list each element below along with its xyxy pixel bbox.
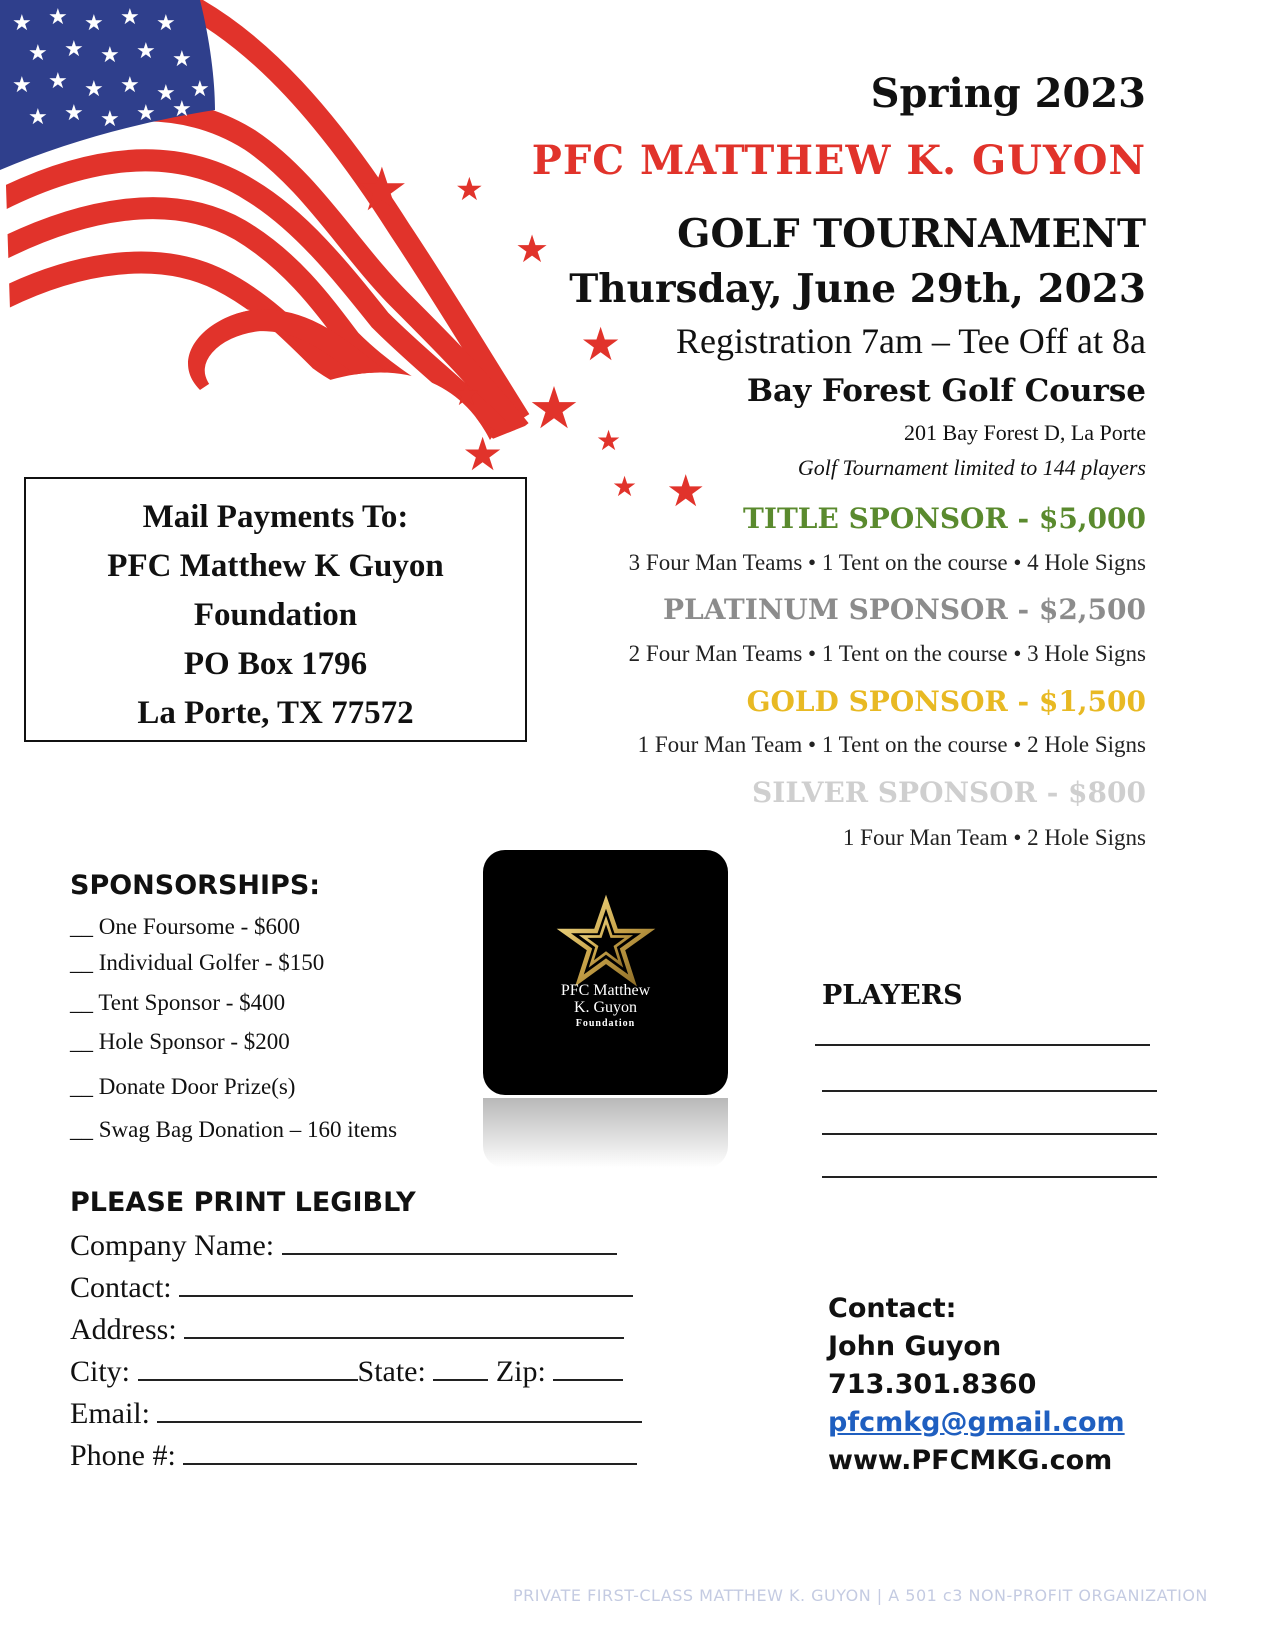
contact-heading: Contact:	[828, 1293, 957, 1324]
svg-text:★: ★	[452, 375, 481, 413]
tier-gold-sponsor: GOLD SPONSOR - $1,500	[746, 685, 1146, 718]
svg-text:★: ★	[120, 5, 140, 30]
logo-subtitle: Foundation	[575, 1018, 636, 1029]
contact-phone: 713.301.8360	[828, 1369, 1037, 1400]
svg-text:★: ★	[100, 43, 120, 68]
sponsorship-option[interactable]: __ Tent Sponsor - $400	[70, 990, 286, 1015]
player-line[interactable]	[815, 1044, 1150, 1046]
sponsorship-option[interactable]: __ Individual Golfer - $150	[70, 950, 325, 975]
logo-reflection	[483, 1098, 728, 1168]
svg-text:★: ★	[156, 11, 176, 36]
city-label: City:	[70, 1355, 131, 1388]
contact-email-link[interactable]: pfcmkg@gmail.com	[828, 1407, 1125, 1438]
company-name-input[interactable]	[282, 1227, 617, 1255]
season-heading: Spring 2023	[870, 70, 1146, 117]
svg-text:★: ★	[84, 77, 104, 102]
svg-text:★: ★	[455, 170, 484, 208]
course-name: Bay Forest Golf Course	[746, 373, 1146, 409]
sponsorship-option[interactable]: __ Donate Door Prize(s)	[70, 1074, 296, 1099]
phone-input[interactable]	[183, 1437, 637, 1465]
city-input[interactable]	[138, 1353, 358, 1381]
mail-payments-box	[24, 477, 527, 742]
tier-silver-desc: 1 Four Man Team • 2 Hole Signs	[842, 825, 1146, 850]
email-field	[70, 1395, 642, 1431]
tier-title-sponsor: TITLE SPONSOR - $5,000	[743, 502, 1146, 535]
registration-time: Registration 7am – Tee Off at 8a	[675, 321, 1146, 361]
sponsorship-option[interactable]: __ Swag Bag Donation – 160 items	[70, 1117, 398, 1142]
tier-silver-sponsor: SILVER SPONSOR - $800	[752, 776, 1146, 809]
contact-label: Contact:	[70, 1271, 172, 1304]
sponsorships-heading: SPONSORSHIPS:	[70, 870, 321, 901]
zip-input[interactable]	[553, 1353, 623, 1381]
players-heading: PLAYERS	[822, 980, 963, 1011]
phone-field	[70, 1437, 637, 1473]
svg-text:★: ★	[48, 69, 68, 94]
mail-org-line2: Foundation	[193, 597, 358, 633]
svg-text:★: ★	[64, 101, 84, 126]
address-label: Address:	[70, 1313, 177, 1346]
mail-city-zip: La Porte, TX 77572	[137, 695, 414, 731]
mail-heading: Mail Payments To:	[142, 499, 409, 535]
print-legibly-heading: PLEASE PRINT LEGIBLY	[70, 1187, 416, 1218]
american-flag-graphic	[0, 0, 706, 520]
svg-text:★: ★	[28, 105, 48, 130]
contact-website[interactable]: www.PFCMKG.com	[828, 1445, 1113, 1476]
logo-name	[483, 982, 728, 1016]
tier-gold-desc: 1 Four Man Team • 1 Tent on the course • 2 Hole Signs	[637, 732, 1146, 757]
star-icon	[560, 898, 652, 986]
svg-text:★: ★	[12, 11, 32, 36]
state-input[interactable]	[433, 1353, 488, 1381]
player-line[interactable]	[822, 1176, 1157, 1178]
sponsorship-option[interactable]: __ Hole Sponsor - $200	[70, 1029, 290, 1054]
svg-text:★: ★	[528, 374, 580, 442]
svg-text:★: ★	[172, 97, 192, 122]
logo-name-line2: K. Guyon	[573, 999, 638, 1016]
player-limit-note: Golf Tournament limited to 144 players	[797, 455, 1146, 480]
city-state-zip-field	[70, 1353, 623, 1389]
contact-name: John Guyon	[828, 1331, 1002, 1362]
company-name-label: Company Name:	[70, 1229, 275, 1262]
player-line[interactable]	[822, 1133, 1157, 1135]
sponsorship-option[interactable]: __ One Foursome - $600	[70, 914, 300, 939]
svg-text:★: ★	[462, 427, 504, 481]
course-address: 201 Bay Forest D, La Porte	[904, 420, 1146, 445]
contact-block	[828, 1290, 1125, 1480]
footer-tagline: PRIVATE FIRST-CLASS MATTHEW K. GUYON | A 501 c3 NON-PROFIT ORGANIZATION	[513, 1586, 1208, 1605]
svg-text:★: ★	[515, 227, 550, 271]
svg-text:★: ★	[12, 73, 32, 98]
svg-text:★: ★	[596, 424, 622, 457]
svg-text:★: ★	[136, 39, 156, 64]
svg-text:★: ★	[100, 107, 120, 132]
tier-title-desc: 3 Four Man Teams • 1 Tent on the course • 4 Hole Signs	[628, 550, 1146, 575]
svg-text:★: ★	[666, 466, 706, 517]
zip-label: Zip:	[495, 1355, 546, 1388]
player-line[interactable]	[822, 1090, 1157, 1092]
company-name-field	[70, 1227, 617, 1263]
svg-text:★: ★	[156, 81, 176, 106]
event-date: Thursday, June 29th, 2023	[569, 266, 1146, 312]
tier-platinum-sponsor: PLATINUM SPONSOR - $2,500	[662, 593, 1146, 626]
address-field	[70, 1311, 624, 1347]
event-title: GOLF TOURNAMENT	[677, 211, 1146, 257]
svg-text:★: ★	[120, 73, 140, 98]
svg-text:★: ★	[172, 47, 192, 72]
state-label: State:	[357, 1355, 426, 1388]
tier-platinum-desc: 2 Four Man Teams • 1 Tent on the course • 3 Hole Signs	[628, 641, 1146, 666]
contact-field	[70, 1269, 633, 1305]
svg-text:★: ★	[28, 41, 48, 66]
email-input[interactable]	[157, 1395, 642, 1423]
svg-text:★: ★	[48, 5, 68, 30]
svg-text:★: ★	[84, 11, 104, 36]
svg-text:★: ★	[190, 77, 210, 102]
address-input[interactable]	[184, 1311, 624, 1339]
phone-label: Phone #:	[70, 1439, 176, 1472]
svg-text:★: ★	[580, 317, 622, 371]
svg-text:★: ★	[64, 37, 84, 62]
mail-po-box: PO Box 1796	[183, 646, 368, 682]
svg-text:★: ★	[136, 101, 156, 126]
logo-name-line1: PFC Matthew	[560, 982, 651, 999]
svg-text:★: ★	[612, 470, 638, 503]
honoree-heading: PFC MATTHEW K. GUYON	[531, 137, 1146, 184]
email-label: Email:	[70, 1397, 150, 1430]
contact-input[interactable]	[179, 1269, 633, 1297]
svg-text:★: ★	[355, 155, 409, 225]
mail-org-line1: PFC Matthew K Guyon	[107, 548, 444, 584]
